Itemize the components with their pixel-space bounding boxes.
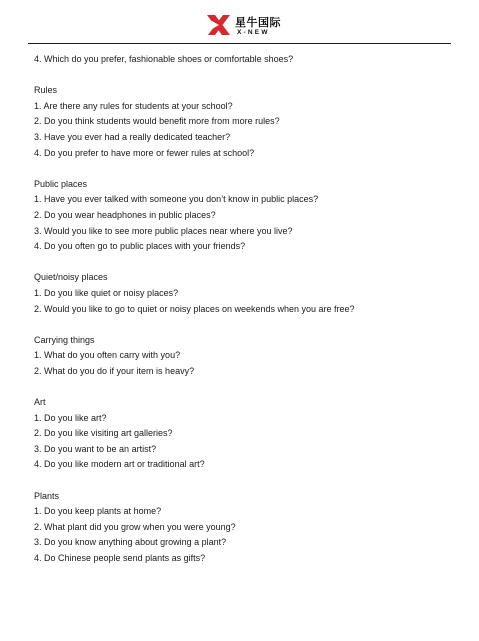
section-title: Carrying things bbox=[34, 334, 95, 345]
question-item: 2. Do you like visiting art galleries? bbox=[34, 428, 173, 439]
section-title: Rules bbox=[34, 85, 58, 96]
question-item: 4. Do Chinese people send plants as gifts? bbox=[34, 553, 206, 563]
topic-section bbox=[34, 489, 454, 567]
topic-section bbox=[34, 83, 454, 161]
question-item: 3. Do you know anything about growing a plant? bbox=[34, 537, 227, 548]
brand-name-cn: 星牛国际 bbox=[235, 16, 281, 29]
question-item: 3. Do you want to be an artist? bbox=[34, 443, 157, 454]
section-spacer bbox=[34, 255, 454, 271]
question-item: 1. Do you keep plants at home? bbox=[34, 506, 162, 517]
question-item: 1. Are there any rules for students at your school? bbox=[34, 100, 233, 111]
brand-logo bbox=[204, 10, 284, 40]
question-item: 2. Do you wear headphones in public places? bbox=[34, 209, 216, 220]
question-item: 2. Do you think students would benefit more from more rules? bbox=[34, 116, 280, 127]
question-item: 2. Would you like to go to quiet or noisy places on weekends when you are free? bbox=[34, 303, 355, 314]
header-divider bbox=[28, 43, 451, 44]
section-spacer bbox=[34, 68, 454, 84]
question-item: 3. Would you like to see more public places near where you live? bbox=[34, 225, 293, 236]
section-title: Public places bbox=[34, 178, 88, 189]
topic-section bbox=[34, 177, 454, 255]
section-spacer bbox=[34, 161, 454, 177]
page-header bbox=[0, 0, 479, 48]
question-item: 4. Do you often go to public places with your friends? bbox=[34, 241, 246, 252]
question-list bbox=[34, 52, 454, 567]
section-spacer bbox=[34, 317, 454, 333]
topic-sections bbox=[34, 68, 454, 567]
question-item: 3. Have you ever had a really dedicated teacher? bbox=[34, 131, 231, 142]
x-logo-icon bbox=[204, 10, 234, 40]
question-item: 1. Have you ever talked with someone you don’t know in public places? bbox=[34, 194, 319, 205]
topic-section bbox=[34, 270, 454, 317]
section-title: Quiet/noisy places bbox=[34, 272, 108, 283]
question-item: 1. What do you often carry with you? bbox=[34, 350, 181, 361]
section-title: Art bbox=[34, 397, 46, 408]
question-item: 2. What plant did you grow when you were young? bbox=[34, 521, 236, 532]
brand-name-en: X-NEW bbox=[237, 29, 270, 36]
section-spacer bbox=[34, 473, 454, 489]
section-title: Plants bbox=[34, 490, 60, 501]
section-spacer bbox=[34, 379, 454, 395]
topic-section bbox=[34, 333, 454, 380]
question-item: 1. Do you like art? bbox=[34, 412, 107, 423]
question-item: 2. What do you do if your item is heavy? bbox=[34, 365, 195, 376]
topic-section bbox=[34, 395, 454, 473]
question-item: 4. Do you like modern art or traditional art? bbox=[34, 459, 205, 470]
intro-question: 4. Which do you prefer, fashionable shoes or comfortable shoes? bbox=[34, 54, 294, 64]
question-item: 4. Do you prefer to have more or fewer rules at school? bbox=[34, 147, 255, 158]
question-item: 1. Do you like quiet or noisy places? bbox=[34, 287, 179, 298]
